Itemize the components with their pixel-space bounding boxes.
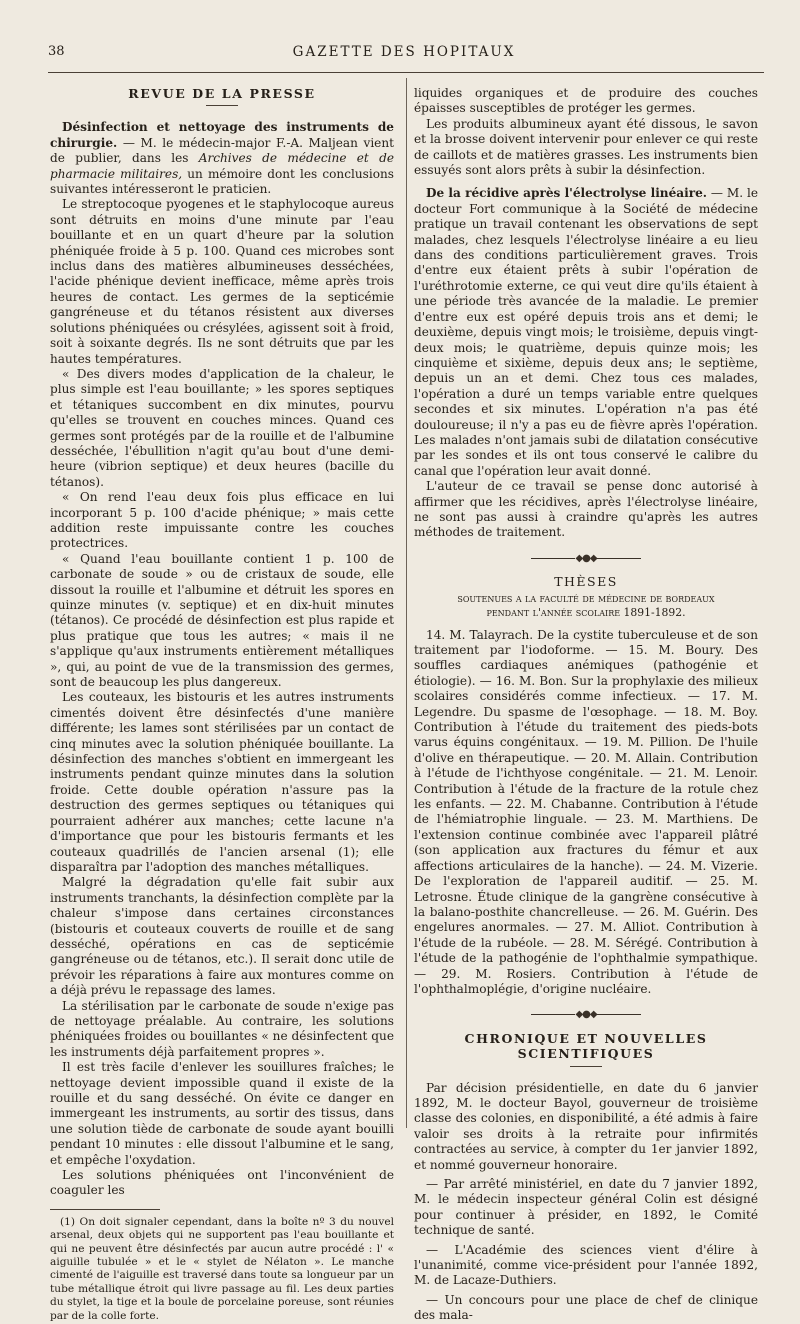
title-rule bbox=[206, 105, 238, 106]
theses-subtitle-line1: soutenues a la faculté de médecine de bordeaux bbox=[457, 591, 715, 605]
page-header bbox=[48, 44, 760, 66]
section-title-chronique: CHRONIQUE ET NOUVELLES SCIENTIFIQUES bbox=[464, 1030, 708, 1062]
intro-text-b: un mémoire dont les conclusions suivantes intéresseront le praticien. bbox=[50, 166, 394, 197]
theses-list: 14. M. Talayrach. De la cystite tuberculeuse et de son traitement par l'iodoforme. — 15. M. Boury. Des souffles cardiaques anémiques (pathogénie et étiologie). — 16. M. Bon. Sur la prophylaxie des milieux scolaires considérés comme infectieux. — 17. M. Legendre. Du spasme de l'œsophage. — 18. M. Boy. Contribution à l'étude du traitement des pieds-bots varus équins congénitaux. — 19. M. Pillion. De l'huile d'olive en thérapeutique. — 20. M. Allain. Contribution à l'étude de l'ichthyose congénitale. — 21. M. Lenoir. Contribution à l'étude de la fracture de la rotule chez les enfants. — 22. M. Chabanne. Contribution à l'étude de l'hémiatrophie linguale. — 23. M. Marthiens. De l'extension continue combinée avec l'appareil plâtré (son application aux fractures du fémur et aux affections articulaires de la hanche). — 24. M. Vizerie. De l'exploration de l'appareil auditif. — 25. M. Letrosne. Étude clinique de la gangrène consécutive à la balano-posthite chancrelleuse. — 26. M. Guérin. Des engelures anormales. — 27. M. Alliot. Contribution à l'étude de la rubéole. — 28. M. Sérégé. Contribution à l'étude de la pathogénie de l'ophthalmie sympathique. — 29. M. Rosiers. Contribution à l'étude de l'ophthalmoplégie, d'origine nucléaire. bbox=[414, 627, 758, 996]
paragraph: L'auteur de ce travail se pense donc autorisé à affirmer que les récidives, après l'électrolyse linéaire, ne sont pas aussi à craindre qu'après les autres méthodes de traitement. bbox=[414, 479, 758, 540]
article-disinfection-title: Désinfection et nettoyage des instruments de chirurgie. bbox=[50, 120, 394, 150]
intro-text-a: — M. le médecin-major F.-A. Maljean vient de publier, dans les bbox=[50, 135, 394, 166]
paragraph: — L'Académie des sciences vient d'élire à l'unanimité, comme vice-président pour l'année 1892, M. de Lacaze-Duthiers. bbox=[414, 1242, 758, 1288]
section-title-revue: REVUE DE LA PRESSE bbox=[128, 86, 316, 101]
page-number: 38 bbox=[48, 44, 65, 59]
paragraph: La stérilisation par le carbonate de soude n'exige pas de nettoyage préalable. Au contraire, les solutions phéniquées froides ou bouillantes « ne désinfectent que les instruments déjà parfaitement propres ». bbox=[50, 998, 394, 1059]
recidive-text: — M. le docteur Fort communique à la Société de médecine pratique un travail contenant les observations de sept malades, chez lesquels l'électrolyse linéaire a eu lieu dans des conditions particulièrement graves. Trois d'entre eux étaient prêts à subir l'opération de l'uréthrotomie externe, ce qui veut dire qu'ils étaient à une période très avancée de la maladie. Le premier d'entre eux est opéré depuis trois ans et demi; le deuxième, depuis vingt mois; le troisième, depuis vingt-deux mois; le quatrième, depuis quinze mois; les cinquième et sixième, depuis deux ans; le septième, depuis un an et demi. Chez tous ces malades, l'opération a duré un temps variable entre quelques secondes et six minutes. L'opération n'a pas été douloureuse; il n'y a pas eu de fièvre après l'opération. Les malades n'ont jamais subi de dilatation consécutive par les sondes et ils ont tous conservé le calibre du canal que l'opération leur avait donné. bbox=[414, 186, 758, 478]
article-disinfection-intro bbox=[50, 120, 394, 197]
footnote bbox=[50, 1216, 394, 1323]
ornament-divider: ◆●◆ bbox=[414, 1007, 758, 1022]
spacer bbox=[414, 178, 758, 186]
footnote-text: (1) On doit signaler cependant, dans la boîte nº 3 du nouvel arsenal, deux objets qui ne supportent pas l'eau bouillante et qui ne peuvent être désinfectés par aucun autre procédé : l' « aiguille tubulée » et le « stylet de Nélaton ». Le manche cimenté de l'aiguille est traversé dans toute sa longueur par un tube métallique étroit qui livre passage au fil. Les deux parties du stylet, la tige et la boule de porcelaine poreuse, sont réunies par de la colle forte. bbox=[50, 1215, 394, 1322]
theses-title: THÈSES bbox=[554, 574, 618, 590]
journal-name: Archives de médecine et de pharmacie militaires, bbox=[50, 151, 394, 181]
paragraph: liquides organiques et de produire des couches épaisses susceptibles de protéger les germes. bbox=[414, 86, 758, 116]
paragraph: Les couteaux, les bistouris et les autres instruments cimentés doivent être désinfectés d'une manière différente; les lames sont stérilisées par un contact de cinq minutes avec la solution phéniquée bouillante. La désinfection des manches s'obtient en immergeant les instruments pendant quinze minutes dans la solution froide. Cette double opération n'assure pas la destruction des germes septiques ou tétaniques qui pourraient adhérer aux manches; cette lacune n'a d'importance que pour les bistouris fermants et les couteaux quadrillés de l'ancien arsenal (1); elle disparaîtra par l'adoption des manches métalliques. bbox=[50, 690, 394, 874]
paragraph: Les solutions phéniquées ont l'inconvénient de coaguler les bbox=[50, 1168, 394, 1198]
running-head: GAZETTE DES HOPITAUX bbox=[292, 44, 516, 60]
paragraph: Les produits albumineux ayant été dissous, le savon et la brosse doivent intervenir pour enlever ce qui reste de caillots et de matières grasses. Les instruments bien essuyés sont alors prêts à subir la désinfection. bbox=[414, 116, 758, 178]
left-column bbox=[50, 86, 394, 1323]
paragraph: « Quand l'eau bouillante contient 1 p. 100 de carbonate de soude » ou de cristaux de soude, elle dissout la rouille et l'albumine et détruit les spores en quinze minutes (v. septique) et en dix-huit minutes (tétanos). Ce procédé de désinfection est plus rapide et plus pratique que tous les autres; « mais il ne s'applique qu'aux instruments entièrement métalliques », qui, au point de vue de la transmission des germes, sont de beaucoup les plus dangereux. bbox=[50, 551, 394, 690]
article-recidive-title: De la récidive après l'électrolyse linéaire. bbox=[426, 186, 707, 201]
header-rule bbox=[48, 72, 764, 73]
paragraph: « On rend l'eau deux fois plus efficace en lui incorporant 5 p. 100 d'acide phénique; » mais cette addition reste impuissante contre les couches protectrices. bbox=[50, 490, 394, 551]
footnote-rule bbox=[50, 1209, 160, 1210]
paragraph: — Un concours pour une place de chef de clinique des mala- bbox=[414, 1292, 758, 1323]
article-recidive bbox=[414, 186, 758, 479]
paragraph: Par décision présidentielle, en date du 6 janvier 1892, M. le docteur Bayol, gouverneur de troisième classe des colonies, en disponibilité, a été admis à faire valoir ses droits à la retraite pour infirmités contractées au service, à compter du 1er janvier 1892, et nommé gouverneur honoraire. bbox=[414, 1080, 758, 1172]
paragraph: Malgré la dégradation qu'elle fait subir aux instruments tranchants, la désinfection complète par la chaleur s'impose dans certaines circonstances (bistouris et couteaux couverts de rouille et de sang desséché, opérations en cas de septicémie gangréneuse ou de tétanos, etc.). Il serait donc utile de prévoir les réparations à faire aux montures comme on a déjà prévu le repassage des lames. bbox=[50, 875, 394, 998]
paragraph: Le streptocoque pyogenes et le staphylocoque aureus sont détruits en moins d'une minute par l'eau bouillante et en un quart d'heure par la solution phéniquée froide à 5 p. 100. Quand ces microbes sont inclus dans des matières albumineuses desséchées, l'acide phénique devient inefficace, même après trois heures de contact. Les germes de la septicémie gangréneuse et du tétanos résistent aux diverses solutions phéniquées ou crésylées, agissent soit à froid, soit à soixante degrés. Ils ne sont détruits que par les hautes températures. bbox=[50, 197, 394, 366]
paragraph: « Des divers modes d'application de la chaleur, le plus simple est l'eau bouillante; » les spores septiques et tétaniques succombent en dix minutes, pourvu qu'elles se trouvent en couches minces. Quand ces germes sont protégés par de la rouille et de l'albumine desséchée, l'ébullition n'agit qu'au bout d'une demi-heure (vibrion septique) et deux heures (bacille du tétanos). bbox=[50, 366, 394, 489]
ornament-divider: ◆●◆ bbox=[414, 551, 758, 566]
theses-subtitle bbox=[414, 592, 758, 620]
theses-subtitle-line2: pendant l'année scolaire 1891-1892. bbox=[486, 605, 686, 619]
title-rule bbox=[570, 1066, 602, 1067]
right-column bbox=[414, 86, 758, 1324]
paragraph: — Par arrêté ministériel, en date du 7 janvier 1892, M. le médecin inspecteur général Colin est désigné pour continuer à présider, en 1892, le Comité technique de santé. bbox=[414, 1177, 758, 1238]
column-divider bbox=[406, 78, 407, 1128]
paragraph: Il est très facile d'enlever les souillures fraîches; le nettoyage devient impossible quand il existe de la rouille et du sang desséché. On évite ce danger en immergeant les instruments, au sortir des tissus, dans une solution tiède de carbonate de soude ayant bouilli pendant 10 minutes : elle dissout l'albumine et le sang, et empêche l'oxydation. bbox=[50, 1060, 394, 1167]
